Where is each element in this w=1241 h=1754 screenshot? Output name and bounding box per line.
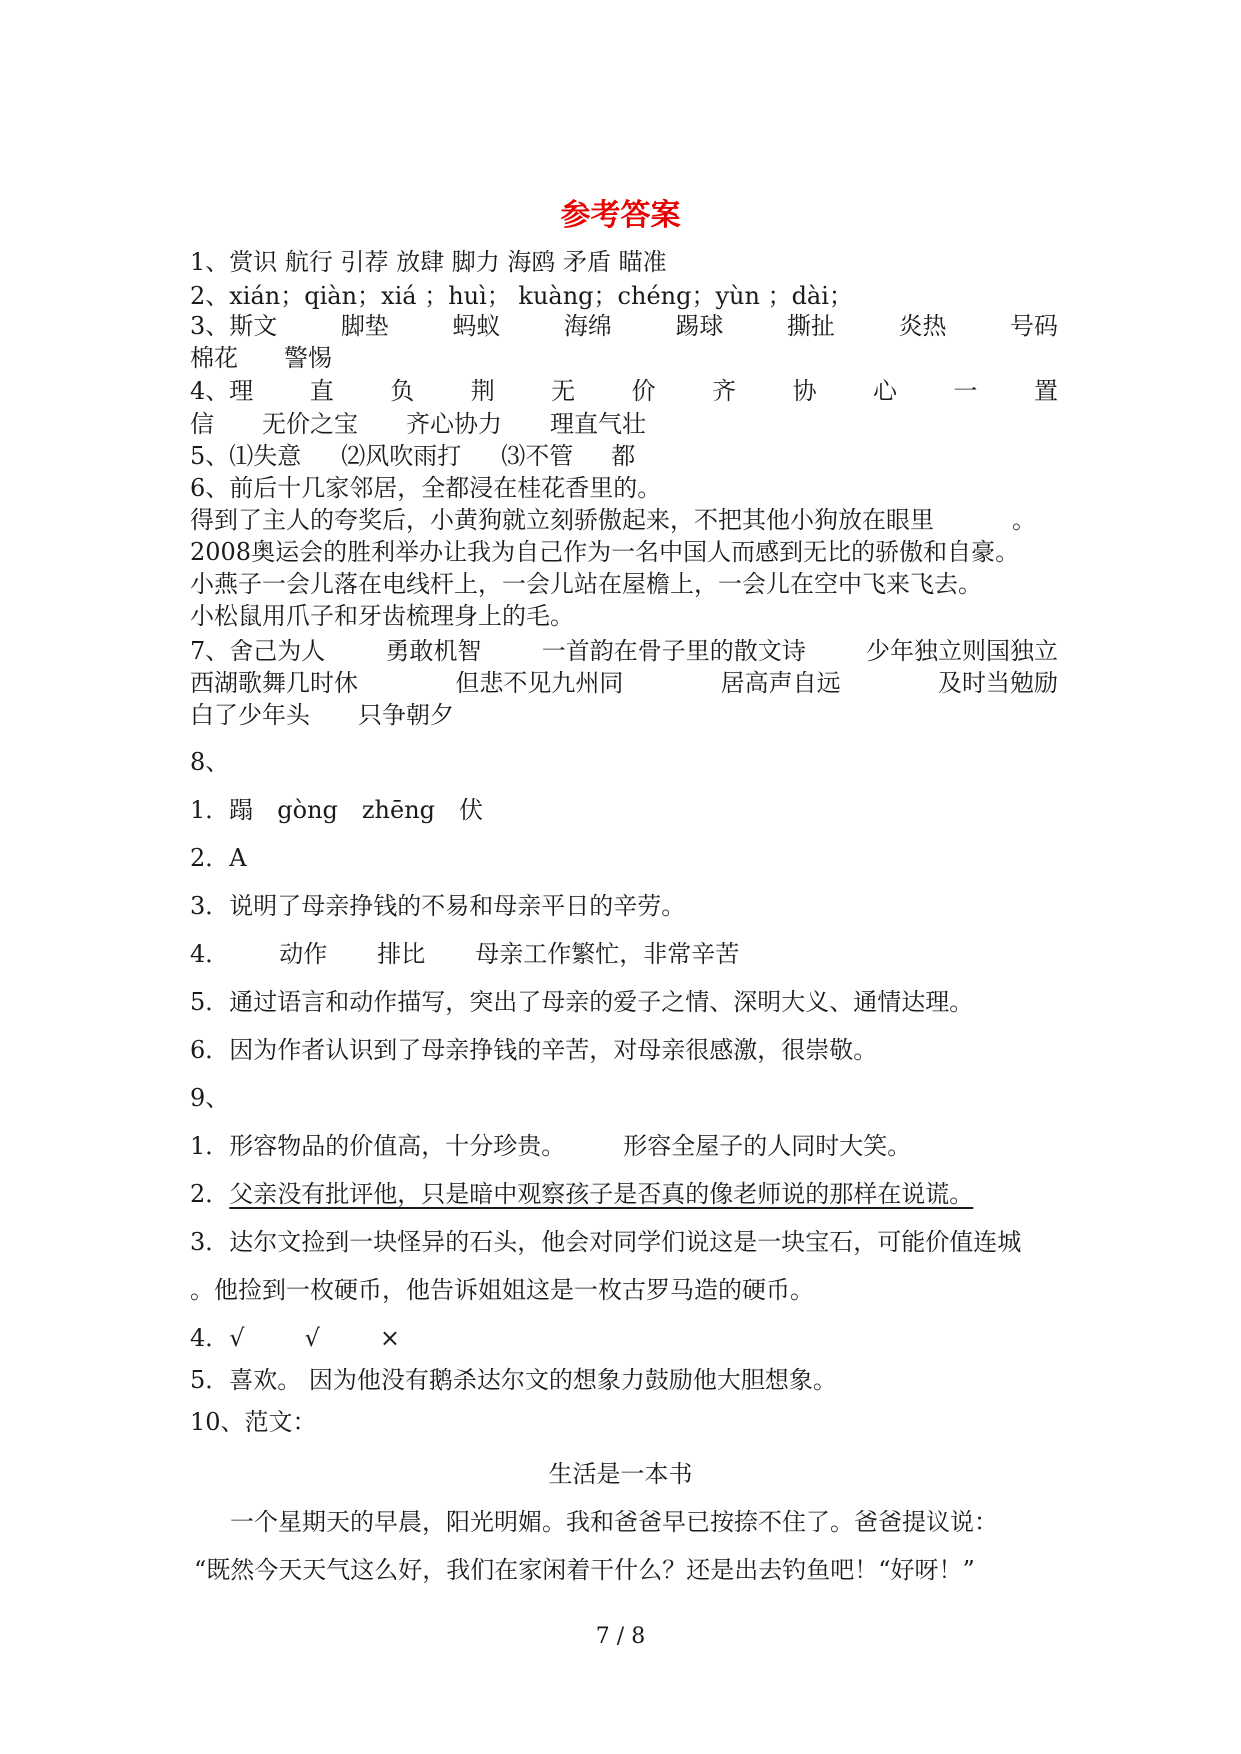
answer-8-item-number: 4． <box>190 940 230 968</box>
answer-9-item-4 <box>190 1322 400 1354</box>
answer-4-word: 齐心协力 <box>406 410 502 438</box>
answer-7-phrase: 及时当勉励 <box>937 669 1058 697</box>
answer-8-item-5: 5．通过语言和动作描写，突出了母亲的爱子之情、深明大义、通情达理。 <box>190 988 974 1016</box>
answer-7-phrase: 勇敢机智 <box>385 637 482 665</box>
answer-9-item-2 <box>190 1178 973 1210</box>
answer-4-char: 荆 <box>470 377 495 405</box>
check-mark: 4．√ <box>190 1324 245 1352</box>
answer-4-char: 无 <box>551 377 576 405</box>
check-mark: √ <box>304 1324 320 1352</box>
answer-4-char: 4、理 <box>190 377 254 405</box>
answer-6-line-5: 小松鼠用爪子和牙齿梳理身上的毛。 <box>190 602 574 630</box>
answer-7-phrase: 只争朝夕 <box>358 701 454 729</box>
answer-9-item-3-line-2: 。他捡到一枚硬币，他告诉姐姐这是一枚古罗马造的硬币。 <box>190 1276 814 1304</box>
answer-4-char: 直 <box>309 377 334 405</box>
underlined-answer: 父亲没有批评他，只是暗中观察孩子是否真的像老师说的那样在说谎。 <box>229 1180 974 1208</box>
answer-3-word: 脚垫 <box>340 312 389 340</box>
answer-9-item-1-part: 1．形容物品的价值高，十分珍贵。 <box>190 1132 566 1160</box>
answer-4-char: 负 <box>390 377 415 405</box>
answer-6-line-4: 小燕子一会儿落在电线杆上，一会儿站在屋檐上，一会儿在空中飞来飞去。 <box>190 570 982 598</box>
answer-3-word: 炎热 <box>898 312 947 340</box>
answer-3-word: 警惕 <box>284 344 332 372</box>
answer-9-item-3-line-1: 3．达尔文捡到一块怪异的石头，他会对同学们说这是一块宝石，可能价值连城 <box>190 1228 1022 1256</box>
answer-9-label: 9、 <box>190 1084 230 1112</box>
answer-6-period: 。 <box>1012 506 1036 534</box>
answer-7-line-3 <box>190 699 454 731</box>
answer-8-item-4 <box>190 938 739 970</box>
answer-7-phrase: 西湖歌舞几时休 <box>190 669 358 697</box>
answer-5-part: ⑵风吹雨打 <box>341 442 462 470</box>
answer-9-item-1-part: 形容全屋子的人同时大笑。 <box>623 1132 912 1160</box>
answer-3-line-2 <box>190 342 332 374</box>
answer-4-word: 理直气壮 <box>550 410 646 438</box>
answer-4-char: 协 <box>792 377 817 405</box>
answer-1: 1、赏识 航行 引荐 放肆 脚力 海鸥 矛盾 瞄准 <box>190 248 667 276</box>
answer-7-phrase: 但悲不见九州同 <box>455 669 624 697</box>
answer-3-word: 3、斯文 <box>190 312 278 340</box>
answer-3-word: 蚂蚁 <box>452 312 501 340</box>
answer-4-word: 无价之宝 <box>262 410 358 438</box>
answer-10-label: 10、范文： <box>190 1408 317 1436</box>
answer-3-word: 撕扯 <box>786 312 835 340</box>
answer-7-line-2 <box>190 667 1058 699</box>
answer-7-phrase: 白了少年头 <box>190 701 310 729</box>
answer-2: 2、xián；qiàn；xiá ；huì； kuàng；chéng；yùn ；dài； <box>190 282 853 310</box>
answer-3-word: 踢球 <box>675 312 724 340</box>
answer-6-line-3: 2008奥运会的胜利举办让我为自己作为一名中国人而感到无比的骄傲和自豪。 <box>190 538 1020 566</box>
answer-8-item-4-part: 排比 <box>377 940 426 968</box>
answer-4-line-2 <box>190 408 646 440</box>
answer-7-phrase: 居高声自远 <box>720 669 841 697</box>
answer-9-item-5: 5．喜欢。 因为他没有鹅杀达尔文的想象力鼓励他大胆想象。 <box>190 1366 837 1394</box>
answer-9-item-number: 2． <box>190 1180 230 1208</box>
cross-mark: × <box>379 1324 400 1352</box>
answer-4-word: 信 <box>190 410 214 438</box>
answer-6-line-1: 6、前后十几家邻居，全都浸在桂花香里的。 <box>190 474 662 502</box>
answer-7-phrase: 一首韵在骨子里的散文诗 <box>541 637 806 665</box>
answer-6-sentence: 得到了主人的夸奖后，小黄狗就立刻骄傲起来，不把其他小狗放在眼里 <box>190 506 934 534</box>
essay-paragraph-line-2: “既然今天天气这么好，我们在家闲着干什么？还是出去钓鱼吧！“好呀！” <box>194 1556 975 1584</box>
page-number: 7 / 8 <box>595 1624 646 1649</box>
answer-3-word: 棉花 <box>190 344 238 372</box>
page-title: 参考答案 <box>560 198 681 233</box>
answer-3-word: 号码 <box>1010 312 1058 340</box>
answer-8-item-4-part: 母亲工作繁忙，非常辛苦 <box>475 940 740 968</box>
essay-paragraph-line-1: 一个星期天的早晨，阳光明媚。我和爸爸早已按捺不住了。爸爸提议说： <box>230 1508 998 1536</box>
answer-9-item-1 <box>190 1130 911 1162</box>
answer-4-char: 置 <box>1033 377 1058 405</box>
answer-4-char: 齐 <box>712 377 737 405</box>
answer-8-item-4-part: 动作 <box>279 940 328 968</box>
essay-title: 生活是一本书 <box>548 1460 693 1488</box>
answer-4-char: 心 <box>873 377 898 405</box>
answer-8-item-3: 3．说明了母亲挣钱的不易和母亲平日的辛劳。 <box>190 892 686 920</box>
answer-4-char: 一 <box>953 377 978 405</box>
answer-6-line-2 <box>190 504 1036 536</box>
answer-7-phrase: 7、舍己为人 <box>190 637 326 665</box>
answer-3-line-1 <box>190 310 1058 342</box>
answer-7-phrase: 少年独立则国独立 <box>865 637 1058 665</box>
answer-5 <box>190 440 635 472</box>
answer-8-item-1: 1．蹋 gòng zhēng 伏 <box>190 796 484 824</box>
answer-8-item-2: 2．A <box>190 844 247 872</box>
answer-7-line-1 <box>190 635 1058 667</box>
answer-8-item-6: 6．因为作者认识到了母亲挣钱的辛苦，对母亲很感激，很崇敬。 <box>190 1036 878 1064</box>
answer-8-label: 8、 <box>190 748 230 776</box>
answer-4-line-1 <box>190 375 1058 407</box>
answer-3-word: 海绵 <box>563 312 612 340</box>
answer-4-char: 价 <box>631 377 656 405</box>
answer-5-part: 都 <box>611 442 636 470</box>
answer-5-part: ⑶不管 <box>501 442 574 470</box>
answer-5-part: 5、⑴失意 <box>190 442 302 470</box>
